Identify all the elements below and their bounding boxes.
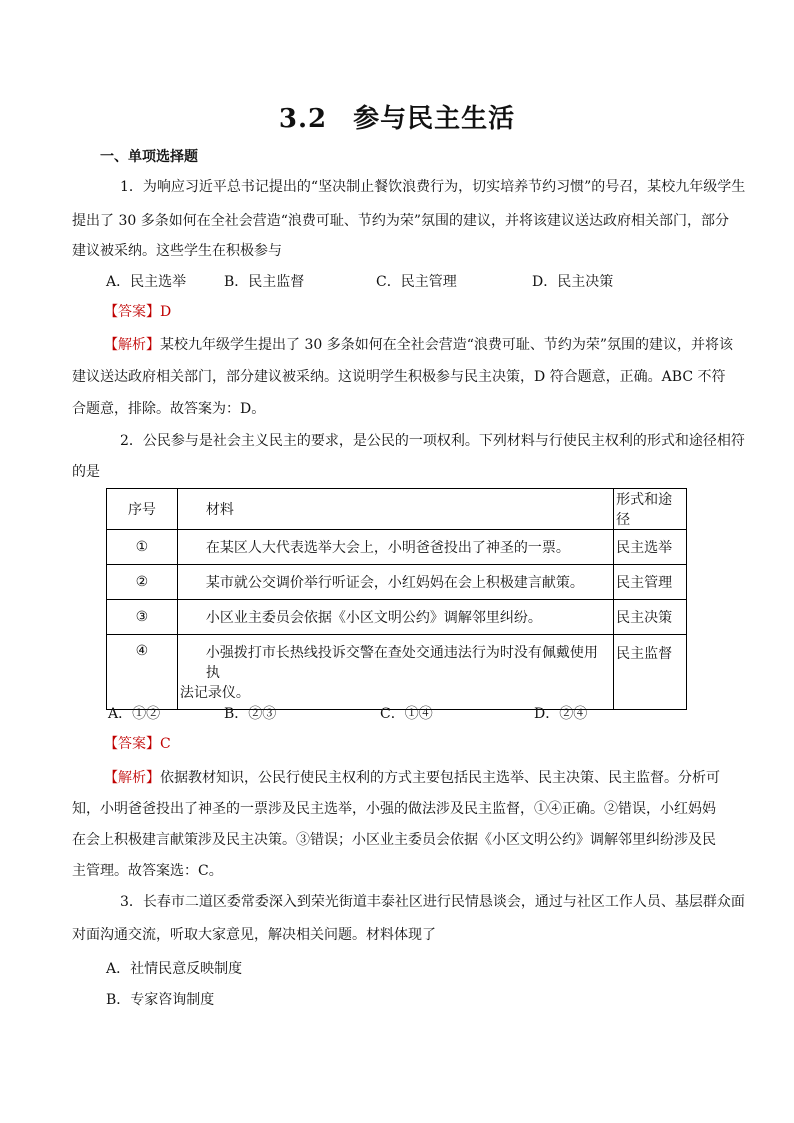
q2-option-d: D．②④	[534, 706, 588, 722]
q2-analysis-line-3: 在会上积极建言献策涉及民主决策。③错误；小区业主委员会依据《小区文明公约》调解邻里纠纷涉及民	[72, 832, 716, 848]
table-cell-form: 民主选举	[614, 530, 687, 565]
title-text: 参与民主生活	[353, 104, 516, 134]
table-row	[107, 530, 687, 565]
q3-line-1: 3．长春市二道区委常委深入到荣光街道丰泰社区进行民情恳谈会，通过与社区工作人员、基层群众面	[120, 894, 745, 910]
table-header-no: 序号	[107, 489, 178, 530]
q1-answer-label: 【答案】	[104, 304, 160, 320]
q1-option-b: B．民主监督	[224, 274, 305, 290]
table-cell-no: ①	[107, 530, 178, 565]
table-header-form: 形式和途径	[614, 489, 687, 530]
table-cell-form: 民主决策	[614, 600, 687, 635]
q3-line-2: 对面沟通交流，听取大家意见，解决相关问题。材料体现了	[72, 927, 436, 943]
q2-line-1: 2．公民参与是社会主义民主的要求，是公民的一项权利。下列材料与行使民主权利的形式和途径相符	[120, 433, 745, 449]
q1-line-3: 建议被采纳。这些学生在积极参与	[72, 243, 282, 259]
table-cell-material: 某市就公交调价举行听证会，小红妈妈在会上积极建言献策。	[177, 565, 613, 600]
q2-answer-value: C	[160, 736, 171, 752]
page-title	[0, 98, 794, 135]
table-cell-material: 在某区人大代表选举大会上，小明爸爸投出了神圣的一票。	[177, 530, 613, 565]
q3-option-b: B．专家咨询制度	[106, 992, 215, 1008]
table-cell-material: 小强拨打市长热线投诉交警在查处交通违法行为时没有佩戴使用执 法记录仪。	[177, 635, 613, 710]
table-header-material: 材料	[177, 489, 613, 530]
q2-option-b: B．②③	[224, 706, 277, 722]
q2-analysis-line-4: 主管理。故答案选：C。	[72, 863, 223, 879]
q1-analysis-label: 【解析】	[104, 337, 160, 353]
q2-analysis-text-1: 依据教材知识，公民行使民主权利的方式主要包括民主选举、民主决策、民主监督。分析可	[160, 770, 720, 786]
q1-line-1: 1．为响应习近平总书记提出的“坚决制止餐饮浪费行为，切实培养节约习惯”的号召，某校九年级学生	[120, 179, 746, 195]
q1-analysis-line-1	[104, 335, 764, 355]
section-heading: 一、单项选择题	[100, 149, 198, 165]
table-cell-no: ③	[107, 600, 178, 635]
table-header-row	[107, 489, 687, 530]
title-number: 3.2	[278, 104, 328, 134]
table-row	[107, 635, 687, 710]
q2-answer-label: 【答案】	[104, 736, 160, 752]
q2-analysis-line-2: 知，小明爸爸投出了神圣的一票涉及民主选举，小强的做法涉及民主监督，①④正确。②错误，小红妈妈	[72, 801, 716, 817]
q1-answer-value: D	[160, 304, 172, 320]
q2-option-a: A．①②	[108, 706, 161, 722]
table-cell-form: 民主管理	[614, 565, 687, 600]
q3-option-a: A．社情民意反映制度	[106, 961, 243, 977]
q1-analysis-line-2: 建议送达政府相关部门，部分建议被采纳。这说明学生积极参与民主决策，D 符合题意，正确。ABC 不符	[72, 369, 726, 385]
q1-option-d: D．民主决策	[532, 274, 614, 290]
table-row	[107, 565, 687, 600]
q2-option-c: C．①④	[380, 706, 433, 722]
q2-table	[106, 488, 687, 710]
q1-option-a: A．民主选举	[106, 274, 187, 290]
q1-option-c: C．民主管理	[376, 274, 457, 290]
table-cell-no: ②	[107, 565, 178, 600]
q1-analysis-line-3: 合题意，排除。故答案为：D。	[72, 401, 266, 417]
q1-answer	[104, 302, 764, 322]
q2-analysis-line-1	[104, 768, 764, 788]
table-cell-form: 民主监督	[614, 635, 687, 710]
q2-line-2: 的是	[72, 464, 100, 480]
q1-line-2: 提出了 30 多条如何在全社会营造“浪费可耻、节约为荣”氛围的建议，并将该建议送达政府相关部门，部分	[72, 213, 730, 229]
q2-analysis-label: 【解析】	[104, 770, 160, 786]
q2-answer	[104, 734, 764, 754]
q1-analysis-text-1: 某校九年级学生提出了 30 多条如何在全社会营造“浪费可耻、节约为荣”氛围的建议，并将该	[160, 337, 734, 353]
table-row	[107, 600, 687, 635]
table-cell-no: ④	[107, 635, 178, 710]
table-cell-material: 小区业主委员会依据《小区文明公约》调解邻里纠纷。	[177, 600, 613, 635]
